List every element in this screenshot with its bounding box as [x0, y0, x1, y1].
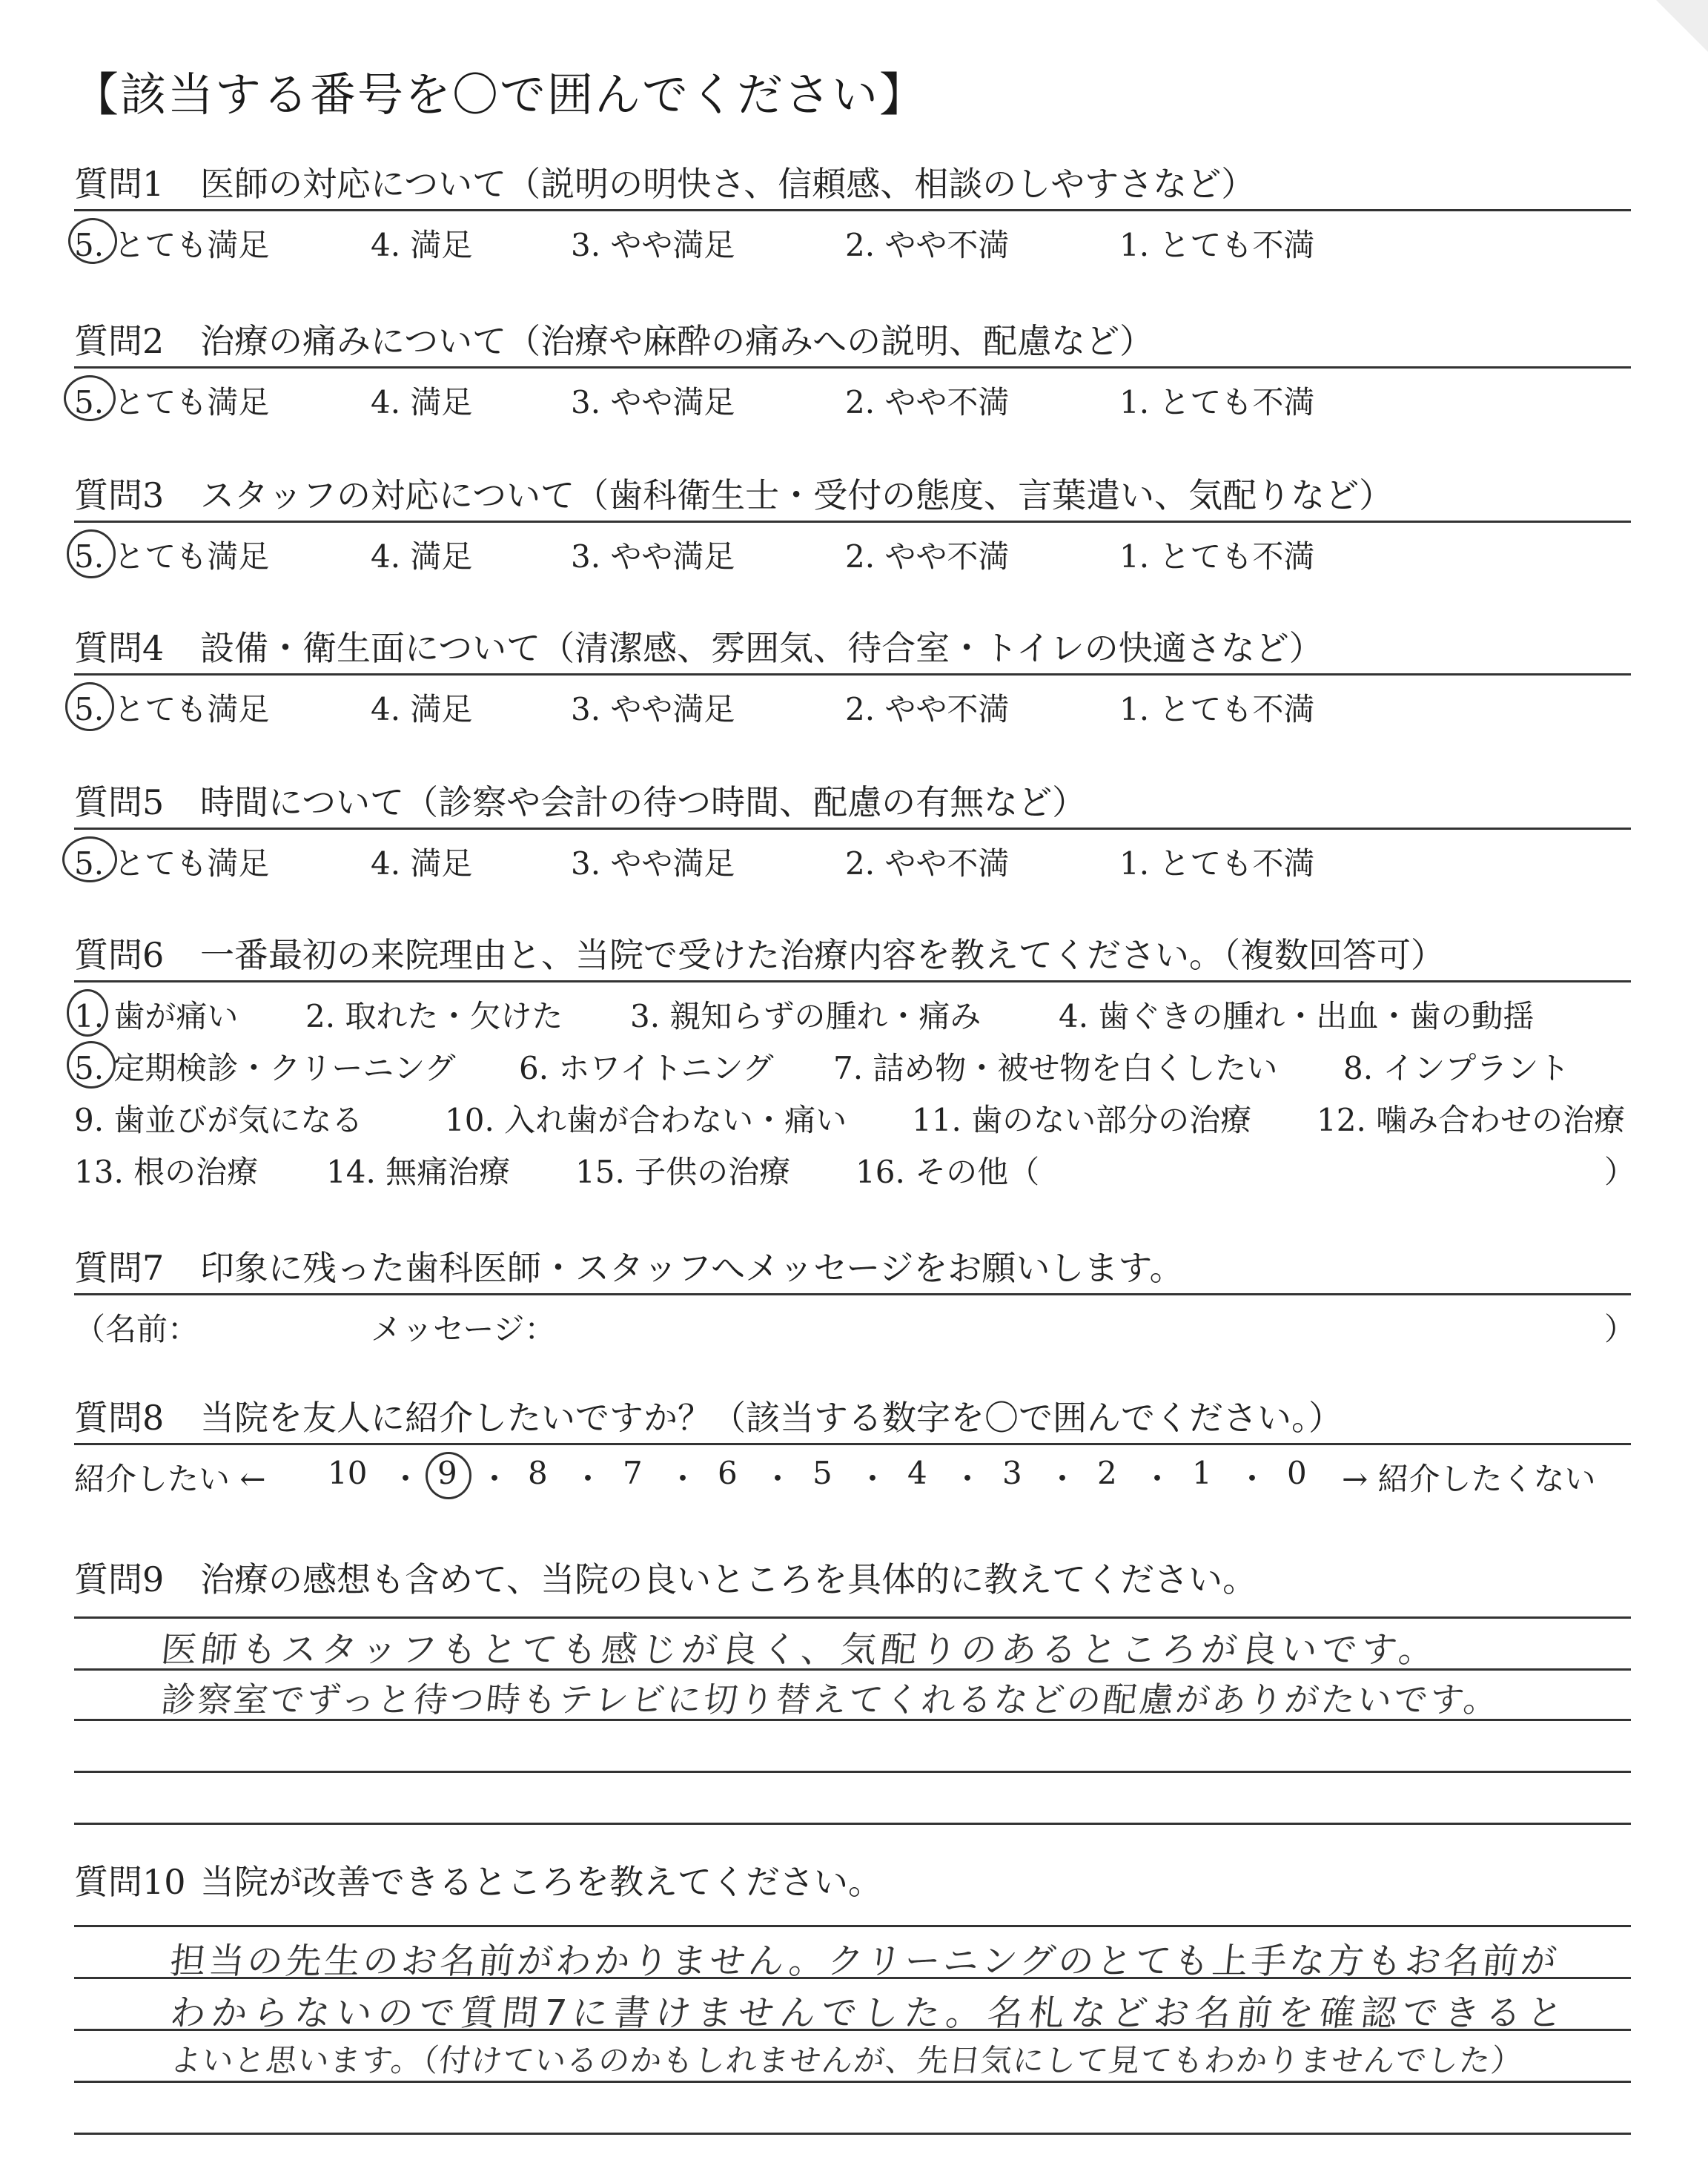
- rating-option-2[interactable]: 2. やや不満: [845, 538, 1010, 575]
- handwritten-answer-line: よいと思います。（付けているのかもしれませんが、先日気にして見てもわかりませんでした）: [168, 2042, 1525, 2078]
- question-number: 質問3: [74, 475, 165, 515]
- reason-option-4[interactable]: 4. 歯ぐきの腫れ・出血・歯の動揺: [1059, 998, 1535, 1034]
- scale-dot: ・: [1142, 1461, 1174, 1497]
- selection-circle: [64, 375, 116, 421]
- question-number: 質問5: [74, 782, 165, 822]
- recommend-scale: [74, 1455, 1631, 1499]
- recommend-right-label: → 紹介したくない: [1342, 1461, 1596, 1497]
- question-2: [74, 317, 1631, 365]
- scale-1[interactable]: 1: [1192, 1455, 1212, 1491]
- scale-dot: ・: [390, 1461, 422, 1497]
- question-number: 質問6: [74, 935, 165, 975]
- question-number: 質問8: [74, 1398, 165, 1438]
- rating-option-3[interactable]: 3. やや満足: [571, 845, 735, 882]
- message-close-paren: ）: [1604, 1311, 1636, 1347]
- scale-0[interactable]: 0: [1287, 1455, 1307, 1491]
- rating-option-5[interactable]: 5. とても満足: [74, 845, 270, 882]
- reason-option-12[interactable]: 12. 噛み合わせの治療: [1317, 1102, 1626, 1138]
- question-number: 質問2: [74, 321, 165, 361]
- other-close-paren: ）: [1604, 1154, 1636, 1190]
- divider: [74, 980, 1631, 982]
- reason-option-2[interactable]: 2. 取れた・欠けた: [305, 998, 563, 1034]
- question-6: [74, 931, 1631, 979]
- question-number: 質問1: [74, 164, 165, 204]
- rating-option-4[interactable]: 4. 満足: [371, 845, 473, 882]
- scale-7[interactable]: 7: [623, 1455, 643, 1491]
- question-number: 質問9: [74, 1559, 165, 1599]
- name-label: （名前：: [74, 1311, 199, 1347]
- question-text: 当院を友人に紹介したいですか？（該当する数字を〇で囲んでください。）: [200, 1398, 1343, 1438]
- rating-option-1[interactable]: 1. とても不満: [1119, 384, 1315, 420]
- page-corner-fold: [1656, 0, 1708, 52]
- answer-line: [74, 1771, 1631, 1773]
- reason-option-1[interactable]: 1. 歯が痛い: [74, 998, 239, 1034]
- rating-option-4[interactable]: 4. 満足: [371, 227, 473, 263]
- selection-circle: [426, 1452, 471, 1499]
- handwritten-answer-line: 担当の先生のお名前がわかりません。クリーニングのとても上手な方もお名前が: [168, 1941, 1562, 1982]
- reason-option-9[interactable]: 9. 歯並びが気になる: [74, 1102, 363, 1138]
- question-number: 質問10: [74, 1862, 186, 1902]
- handwritten-answer-line: 医師もスタッフもとても感じが良く、気配りのあるところが良いです。: [159, 1629, 1441, 1671]
- rating-option-2[interactable]: 2. やや不満: [845, 845, 1010, 882]
- scale-dot: ・: [1047, 1461, 1079, 1497]
- rating-option-5[interactable]: 5. とても満足: [74, 691, 270, 727]
- question-10: [74, 1858, 1631, 1906]
- divider: [74, 828, 1631, 830]
- rating-option-3[interactable]: 3. やや満足: [571, 691, 735, 727]
- scale-dot: ・: [667, 1461, 699, 1497]
- message-label: メッセージ：: [371, 1311, 556, 1347]
- rating-option-1[interactable]: 1. とても不満: [1119, 691, 1315, 727]
- answer-line: [74, 2133, 1631, 2135]
- reason-option-15[interactable]: 15. 子供の治療: [575, 1154, 791, 1190]
- selection-circle: [67, 529, 116, 578]
- answer-line: [74, 2081, 1631, 2083]
- question-text: 治療の痛みについて（治療や麻酔の痛みへの説明、配慮など）: [200, 321, 1154, 361]
- selection-circle: [67, 1041, 116, 1089]
- divider: [74, 673, 1631, 676]
- rating-option-5[interactable]: 5. とても満足: [74, 384, 270, 420]
- handwritten-answer-line: 診察室でずっと待つ時もテレビに切り替えてくれるなどの配慮がありがたいです。: [159, 1680, 1503, 1720]
- scale-dot: ・: [572, 1461, 604, 1497]
- scale-dot: ・: [479, 1461, 511, 1497]
- question-text: スタッフの対応について（歯科衛生士・受付の態度、言葉遣い、気配りなど）: [200, 475, 1394, 515]
- selection-circle: [65, 682, 114, 731]
- rating-option-3[interactable]: 3. やや満足: [571, 384, 735, 420]
- rating-option-4[interactable]: 4. 満足: [371, 384, 473, 420]
- rating-option-3[interactable]: 3. やや満足: [571, 227, 735, 263]
- question-text: 印象に残った歯科医師・スタッフへメッセージをお願いします。: [200, 1248, 1184, 1288]
- scale-4[interactable]: 4: [907, 1455, 927, 1491]
- rating-option-4[interactable]: 4. 満足: [371, 538, 473, 575]
- question-9: [74, 1556, 1631, 1603]
- divider: [74, 1293, 1631, 1295]
- rating-option-2[interactable]: 2. やや不満: [845, 384, 1010, 420]
- handwritten-answer-line: わからないので質問7に書けませんでした。名札などお名前を確認できると: [168, 1992, 1572, 2034]
- divider: [74, 209, 1631, 211]
- rating-option-1[interactable]: 1. とても不満: [1119, 538, 1315, 575]
- question-4: [74, 624, 1631, 672]
- question-number: 質問4: [74, 628, 165, 668]
- reason-option-10[interactable]: 10. 入れ歯が合わない・痛い: [445, 1102, 847, 1138]
- scale-10[interactable]: 10: [328, 1455, 368, 1491]
- scale-6[interactable]: 6: [718, 1455, 738, 1491]
- rating-option-5[interactable]: 5. とても満足: [74, 227, 270, 263]
- question-text: 一番最初の来院理由と、当院で受けた治療内容を教えてください。（複数回答可）: [200, 935, 1445, 975]
- question-8: [74, 1394, 1631, 1441]
- rating-option-1[interactable]: 1. とても不満: [1119, 227, 1315, 263]
- scale-dot: ・: [1237, 1461, 1268, 1497]
- scale-dot: ・: [952, 1461, 984, 1497]
- rating-option-3[interactable]: 3. やや満足: [571, 538, 735, 575]
- divider: [74, 1443, 1631, 1445]
- rating-option-1[interactable]: 1. とても不満: [1119, 845, 1315, 882]
- reason-option-6[interactable]: 6. ホワイトニング: [519, 1050, 774, 1086]
- selection-circle: [67, 989, 108, 1037]
- answer-line: [74, 1823, 1631, 1825]
- question-7: [74, 1244, 1631, 1292]
- question-1: [74, 160, 1631, 208]
- rating-option-2[interactable]: 2. やや不満: [845, 691, 1010, 727]
- selection-circle: [62, 836, 117, 882]
- scale-dot: ・: [857, 1461, 889, 1497]
- question-text: 治療の感想も含めて、当院の良いところを具体的に教えてください。: [200, 1559, 1257, 1599]
- question-text: 設備・衛生面について（清潔感、雰囲気、待合室・トイレの快適さなど）: [200, 628, 1323, 668]
- rating-option-5[interactable]: 5. とても満足: [74, 538, 270, 575]
- scale-9[interactable]: 9: [437, 1455, 457, 1491]
- rating-option-4[interactable]: 4. 満足: [371, 691, 473, 727]
- reason-option-11[interactable]: 11. 歯のない部分の治療: [912, 1102, 1252, 1138]
- answer-line: [74, 1925, 1631, 1927]
- scale-2[interactable]: 2: [1097, 1455, 1117, 1491]
- divider: [74, 366, 1631, 369]
- selection-circle: [68, 218, 117, 264]
- question-text: 当院が改善できるところを教えてください。: [200, 1862, 882, 1902]
- question-text: 医師の対応について（説明の明快さ、信頼感、相談のしやすさなど）: [200, 164, 1256, 204]
- reason-option-7[interactable]: 7. 詰め物・被せ物を白くしたい: [833, 1050, 1278, 1086]
- question-text: 時間について（診察や会計の待つ時間、配慮の有無など）: [200, 782, 1087, 822]
- answer-line: [74, 1616, 1631, 1619]
- question-number: 質問7: [74, 1248, 165, 1288]
- reason-option-8[interactable]: 8. インプラント: [1343, 1050, 1570, 1086]
- scale-3[interactable]: 3: [1002, 1455, 1022, 1491]
- reason-option-14[interactable]: 14. 無痛治療: [326, 1154, 511, 1190]
- scale-5[interactable]: 5: [812, 1455, 833, 1491]
- page-title: 【該当する番号を〇で囲んでください】: [73, 67, 927, 122]
- question-5: [74, 779, 1631, 826]
- reason-option-3[interactable]: 3. 親知らずの腫れ・痛み: [630, 998, 982, 1034]
- divider: [74, 521, 1631, 523]
- reason-option-13[interactable]: 13. 根の治療: [74, 1154, 259, 1190]
- rating-option-2[interactable]: 2. やや不満: [845, 227, 1010, 263]
- reason-option-5[interactable]: 5. 定期検診・クリーニング: [74, 1050, 456, 1086]
- recommend-left-label: 紹介したい ←: [74, 1461, 266, 1497]
- scale-8[interactable]: 8: [528, 1455, 548, 1491]
- reason-option-16[interactable]: 16. その他（: [855, 1154, 1040, 1190]
- question-3: [74, 472, 1631, 519]
- scale-dot: ・: [762, 1461, 794, 1497]
